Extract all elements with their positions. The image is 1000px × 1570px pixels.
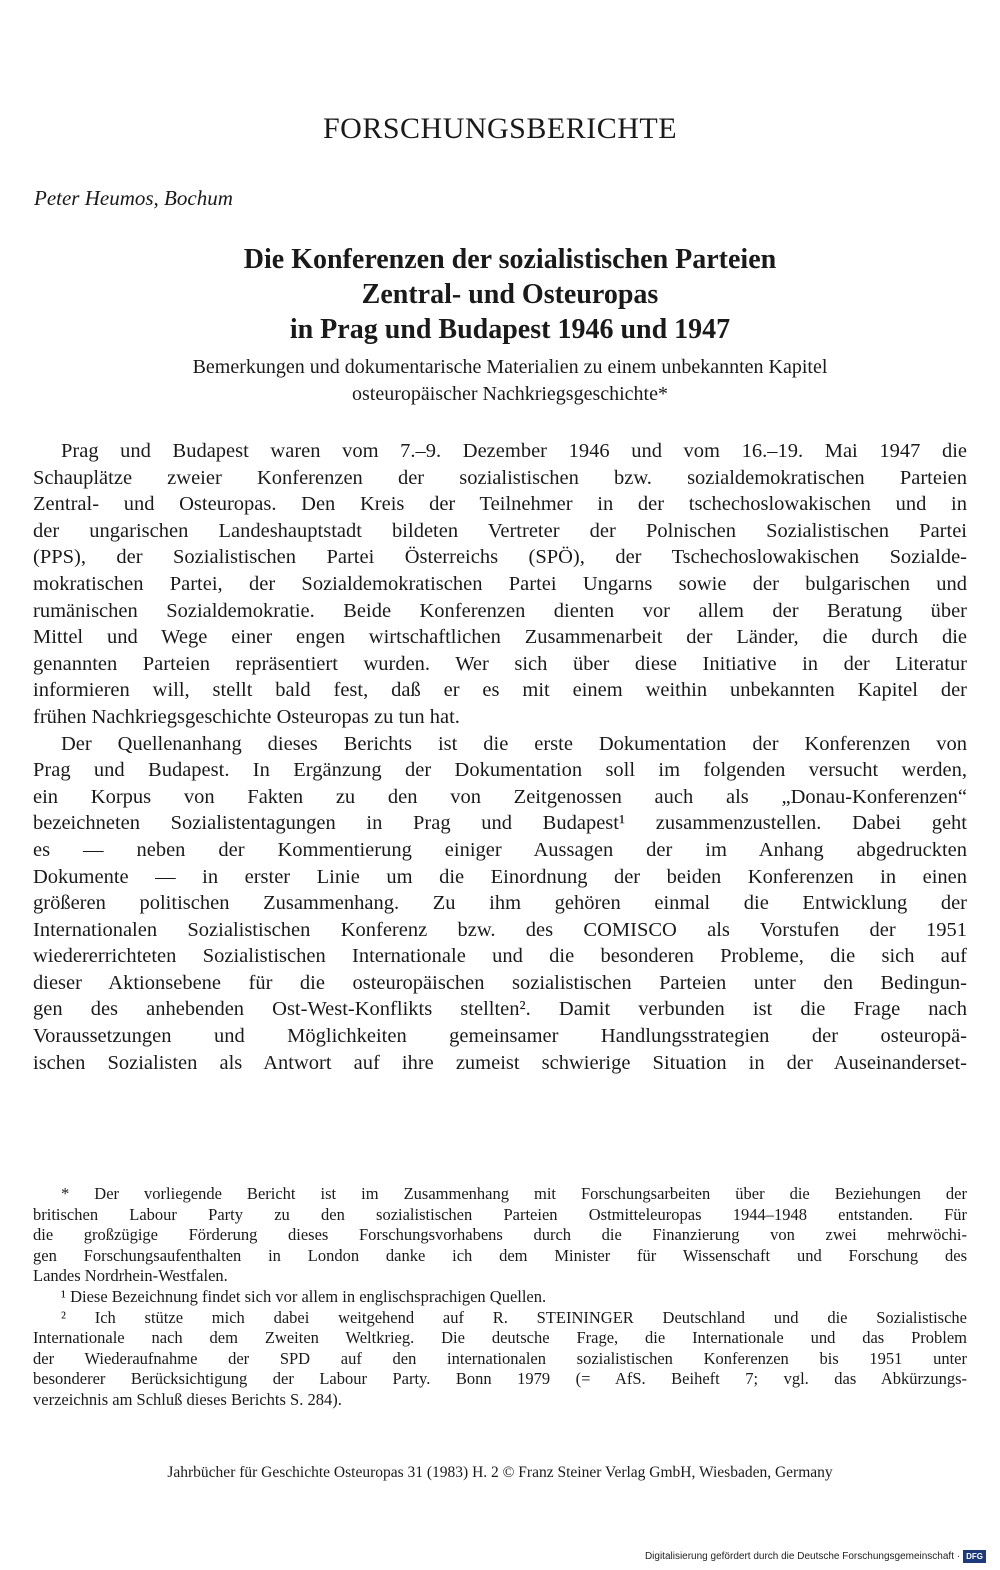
body-line: Internationalen Sozialistischen Konferenz bzw. des COMISCO als Vorstufen der 1951 [33,918,967,941]
body-line: Prag und Budapest. In Ergänzung der Dokumentation soll im folgenden versucht werden, [33,759,967,782]
section-title: FORSCHUNGSBERICHTE [322,112,678,145]
dfg-notice [645,1550,986,1563]
body-line: größeren politischen Zusammenhang. Zu ihm gehören einmal die Entwicklung der [33,892,967,915]
footnote-line: der Wiederaufnahme der SPD auf den internationalen sozialistischen Konferenzen bis 1951 unter [33,1348,967,1368]
title-line: Zentral- und Osteuropas [361,279,659,310]
body-line: der ungarischen Landeshauptstadt bildeten Vertreter der Polnischen Sozialistischen Partei [33,519,967,542]
body-line: Zentral- und Osteuropas. Den Kreis der Teilnehmer in der tschechoslowakischen und in [33,493,967,516]
footnote-line: gen Forschungsaufenthalten in London danke ich dem Minister für Wissenschaft und Forschung des [33,1245,967,1265]
footnote-line: britischen Labour Party zu den sozialistischen Parteien Ostmitteleuropas 1944–1948 entstanden. Für [33,1204,967,1224]
footnote-line: Landes Nordrhein-Westfalen. [33,1266,228,1286]
body-line: rumänischen Sozialdemokratie. Beide Konferenzen dienten vor allem der Beratung über [33,599,967,622]
body-line: bezeichneten Sozialistentagungen in Prag und Budapest¹ zusammenzustellen. Dabei geht [33,812,967,835]
title-line: in Prag und Budapest 1946 und 1947 [289,314,731,345]
footnote-line: verzeichnis am Schluß dieses Berichts S. 284). [33,1389,342,1409]
body-line: wiedererrichteten Sozialistischen Internationale und die besonderen Probleme, die sich auf [33,945,967,968]
body-line: Dokumente — in erster Linie um die Einordnung der beiden Konferenzen in einen [33,865,967,888]
footnote-line: Internationale nach dem Zweiten Weltkrieg. Die deutsche Frage, die Internationale und das Problem [33,1328,967,1348]
footnote-line: ¹ Diese Bezeichnung findet sich vor allem in englischsprachigen Quellen. [61,1286,547,1306]
body-line: frühen Nachkriegsgeschichte Osteuropas zu tun hat. [33,705,460,728]
body-line: genannten Parteien repräsentiert wurden. Wer sich über diese Initiative in der Literatur [33,652,967,675]
body-text [33,438,967,1076]
body-line: ischen Sozialisten als Antwort auf ihre zumeist schwierige Situation in der Auseinanderset- [33,1051,967,1074]
footnote-line: ² Ich stütze mich dabei weitgehend auf R. STEININGER Deutschland und die Sozialistische [61,1307,967,1327]
body-line: dieser Aktionsebene für die osteuropäischen sozialistischen Parteien unter den Bedingun- [33,971,967,994]
footnotes [33,1184,967,1411]
body-line: Prag und Budapest waren vom 7.–9. Dezember 1946 und vom 16.–19. Mai 1947 die [61,440,967,462]
footnote-line: die großzügige Förderung dieses Forschungsvorhabens durch die Finanzierung von zwei mehrwöchi- [33,1225,967,1245]
body-line: Der Quellenanhang dieses Berichts ist die erste Dokumentation der Konferenzen von [61,732,967,755]
body-line: mokratischen Partei, der Sozialdemokratischen Partei Ungarns sowie der bulgarischen und [33,572,967,595]
body-line: Schauplätze zweier Konferenzen der sozialistischen bzw. sozialdemokratischen Parteien [33,466,967,489]
article-subtitle [60,354,960,408]
body-line: informieren will, stellt bald fest, daß er es mit einem weithin unbekannten Kapitel der [33,679,967,702]
footnote-line: * Der vorliegende Bericht ist im Zusammenhang mit Forschungsarbeiten über die Beziehungen der [61,1184,967,1203]
body-line: ein Korpus von Fakten zu den von Zeitgenossen auch als „Donau-Konferenzen“ [33,785,967,808]
author-line: Peter Heumos, Bochum [34,186,233,210]
journal-footer: Jahrbücher für Geschichte Osteuropas 31 (1983) H. 2 © Franz Steiner Verlag GmbH, Wiesbaden, Germany [167,1464,833,1481]
footnote-line: besonderer Berücksichtigung der Labour Party. Bonn 1979 (= AfS. Beiheft 7; vgl. das Abkürzungs- [33,1369,967,1389]
subtitle-line: osteuropäischer Nachkriegsgeschichte* [352,383,668,405]
subtitle-line: Bemerkungen und dokumentarische Materialien zu einem unbekannten Kapitel [192,356,828,378]
title-line: Die Konferenzen der sozialistischen Parteien [243,244,777,275]
dfg-notice-text: Digitalisierung gefördert durch die Deutsche Forschungsgemeinschaft · [644,1551,961,1562]
body-line: Mittel und Wege einer engen wirtschaftlichen Zusammenarbeit der Länder, die durch die [33,626,967,649]
body-line: (PPS), der Sozialistischen Partei Österreichs (SPÖ), der Tschechoslowakischen Sozialde- [33,546,967,569]
article-title [60,242,960,347]
body-line: Voraussetzungen und Möglichkeiten gemeinsamer Handlungsstrategien der osteuropä- [33,1025,967,1048]
dfg-logo-icon: DFG [963,1550,986,1563]
body-line: es — neben der Kommentierung einiger Aussagen der im Anhang abgedruckten [33,838,967,861]
body-line: gen des anhebenden Ost-West-Konflikts stellten². Damit verbunden ist die Frage nach [33,998,967,1021]
